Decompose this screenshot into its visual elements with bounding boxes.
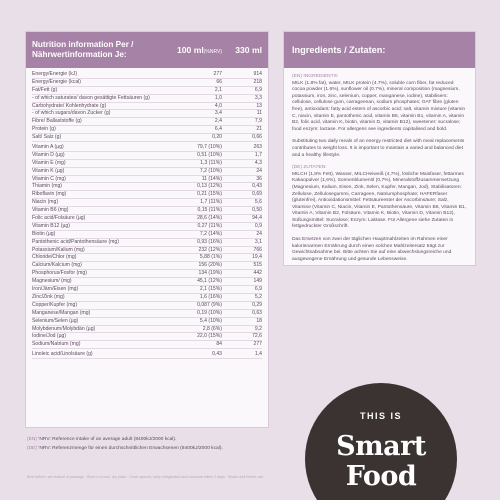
value-100ml: 1,6 (16%): [199, 293, 222, 300]
value-100ml: 5,88 (1%): [199, 254, 222, 261]
nutrient-label: - of which saturates/ davon gesättigte Fettsäuren (g): [32, 94, 150, 101]
ingredients-de-tag: (DE) ZUTATEN:: [292, 165, 327, 171]
nutrition-row: [32, 103, 262, 111]
nutrition-title-en: Nutrition information Per /: [32, 39, 134, 49]
nutrition-row: [32, 134, 262, 142]
ingredients-en-note: Substituting two daily meals of an energy restricted diet with meal replacements contributes to weight loss. It is important to maintain a varied and balanced diet and a healthy lifestyle.: [292, 139, 465, 158]
value-100ml: 28,6 (14%): [197, 215, 222, 222]
ingredients-header: Ingredients / Zutaten:: [284, 32, 475, 68]
nutrient-label: Salt/ Salz (g): [32, 134, 62, 141]
ingredients-body: [284, 68, 475, 275]
value-100ml: 2,4: [214, 118, 222, 125]
value-330ml: 0,69: [252, 191, 262, 198]
nutrition-row: [32, 183, 262, 191]
value-100ml: 0,43: [212, 351, 222, 358]
value-100ml: 5,4 (10%): [199, 317, 222, 324]
column-nrv-note: (%NRV): [203, 48, 222, 55]
nutrient-label: Molybdenum/Molybdän (µg): [32, 325, 96, 332]
nutrition-row: [32, 341, 262, 349]
value-100ml: 232 (12%): [198, 246, 222, 253]
value-100ml: 7,2 (14%): [199, 230, 222, 237]
nutrition-row: [32, 247, 262, 255]
nutrition-row: [32, 207, 262, 215]
nutrition-header: [26, 32, 268, 68]
badge-small-text: THIS IS: [359, 411, 402, 421]
nutrient-label: Potassium/Kalium (mg): [32, 246, 85, 253]
nutrition-row: [32, 326, 262, 334]
footnote-text: 'NRV: Reference intake of an average adult (8400kJ/2000 kcal).: [38, 437, 177, 442]
nutrition-row: [32, 87, 262, 95]
value-330ml: 13: [256, 102, 262, 109]
nutrition-table: [26, 68, 268, 359]
value-100ml: 2,1: [214, 86, 222, 93]
footnote-tag: (EN): [27, 437, 38, 442]
value-330ml: 0,43: [252, 183, 262, 190]
ingredients-de-text: MILCH (1,8% Fett), Wasser, MILCHeiweiß (4,7%), lösliche Maisfaser, fettarmes Kakaopulver (1,6%), Sonnenblumenöl (0,7%), Mineralstoffzusammensetzung (Magnesium, Kalium, Eisen, Zink, Selen, Kupfer, Mangan, Jod), Stabilisatoren: Zellulose, Zellulosegummi, Carrageen, Natriumphosphate; HAFERfaser (glutenfrei), Antioxidationsmittel: Fettsäureester der Ascorbinsäure; Salz, Vitamine (Vitamin C, Niacin, Vitamin E, Pantothensäure, Vitamin B6, Vitamin B1, Vitamin A, Vitamin B2, Folsäure, Vitamin K, Biotin, Vitamin D, Vitamin B12), Süßungsmittel: Sucralose; Enzym: Laktase. Für Allergene siehe Zutaten in fettgedruckter Großschrift.: [292, 171, 467, 230]
nutrient-label: Vitamin E (mg): [32, 159, 66, 166]
value-330ml: 72,6: [252, 333, 262, 340]
value-330ml: 5,6: [254, 199, 262, 206]
value-330ml: 24: [256, 167, 262, 174]
nutrient-label: Pantothenic acid/Pantothensäure (mg): [32, 238, 119, 245]
value-100ml: 2,1 (15%): [199, 286, 222, 293]
nutrient-label: Niacin (mg): [32, 199, 59, 206]
value-100ml: 22,0 (15%): [197, 333, 222, 340]
value-330ml: 94,4: [252, 215, 262, 222]
footnote-tag: (DE): [27, 445, 38, 451]
value-330ml: 0,66: [252, 134, 262, 141]
nutrient-label: Phosphorus/Fosfor (mg): [32, 270, 87, 277]
nutrition-row: [32, 215, 262, 223]
nutrition-row: [32, 223, 262, 231]
value-100ml: 84: [216, 341, 222, 348]
nutrition-row: [32, 71, 262, 79]
value-330ml: 3,3: [254, 94, 262, 101]
nutrition-panel: [25, 31, 269, 428]
nutrient-label: Fat/Fett (g): [32, 86, 58, 93]
value-330ml: 21: [256, 126, 262, 133]
nutrient-label: Vitamin K (µg): [32, 167, 65, 174]
smart-food-badge: [305, 383, 457, 500]
nutrition-row: [32, 254, 262, 262]
nutrient-label: Linoleic acid/Linolsäure (g): [32, 351, 93, 358]
value-100ml: 134 (19%): [198, 270, 222, 277]
nutrient-label: Zinc/Zink (mg): [32, 293, 65, 300]
value-330ml: 9,2: [254, 325, 262, 332]
nutrition-row: [32, 318, 262, 326]
value-100ml: 0,087 (9%): [197, 301, 222, 308]
value-100ml: 79,7 (10%): [197, 144, 222, 151]
column-330ml: 330 ml: [235, 44, 262, 55]
nutrition-row: [32, 118, 262, 126]
value-330ml: 263: [253, 144, 262, 151]
ingredients-de: [292, 165, 467, 231]
value-330ml: 0,63: [252, 309, 262, 316]
nutrient-label: Protein (g): [32, 126, 56, 133]
nutrient-label: Thiamin (mg): [32, 183, 63, 190]
value-100ml: 2,8 (6%): [202, 325, 222, 332]
value-330ml: 914: [253, 71, 262, 77]
value-330ml: 7,9: [254, 118, 262, 125]
value-100ml: 156 (20%): [198, 262, 222, 269]
nutrient-label: Vitamin B12 (µg): [32, 222, 70, 229]
nutrition-row: [32, 79, 262, 87]
storage-note: Best before: see bottom of package · Store in a cool, dry place · Once opened, keep refrigerated and consume within 2 days · Shake well before use: [27, 475, 264, 479]
nrv-footnotes: [27, 436, 223, 453]
nutrient-label: Chloride/Chlor (mg): [32, 254, 77, 261]
value-330ml: 1,4: [254, 351, 262, 358]
value-330ml: 442: [253, 270, 262, 277]
nutrition-row: [32, 231, 262, 239]
value-330ml: 18: [256, 317, 262, 324]
ingredients-en-text: MILK (1.8% fat), water, MILK protein (4.7%), soluble corn fiber, fat reduced cocoa powder (1.6%), sunflower oil (0.7%), mineral composition (magnesium, potassium, iron, zinc, selenium, copper, manganese, iodine), stabilisers: cellulose, cellulose gum, carrageenan, sodium phosphates; OAT fibre (gluten free), antioxidant: fatty acid esters of ascorbic acid; salt, vitamin mixture (vitamin C, niacin, vitamin E, pantothenic acid, vitamin B6, vitamin B1, vitamin A, vitamin B2, folic acid, vitamin K, biotin, vitamin D, vitamin B12), sweetener: sucralose; food enzym: lactase. For allergens see ingredients capitalised and bold.: [292, 80, 466, 132]
footnote-de: [27, 445, 223, 454]
nutrition-row: [32, 95, 262, 103]
badge-smart-text: Smart: [336, 431, 426, 462]
nutrition-row: [32, 333, 262, 341]
nutrition-row: [32, 152, 262, 160]
nutrient-label: Iron/Järn/Eisen (mg): [32, 286, 79, 293]
value-330ml: 149: [253, 278, 262, 285]
footnote-en: [27, 436, 223, 445]
nutrient-label: Biotin (µg): [32, 230, 56, 237]
ingredients-en-tag: (EN) INGREDIENTS:: [292, 74, 339, 79]
value-100ml: 0,20: [212, 134, 222, 141]
value-330ml: 6,9: [254, 86, 262, 93]
nutrition-row: [32, 310, 262, 318]
value-100ml: 11 (14%): [201, 175, 222, 182]
nutrient-label: Folic acid/Folsäure (µg): [32, 215, 86, 222]
nutrient-label: Copper/Kupfer (mg): [32, 301, 78, 308]
value-100ml: 277: [213, 71, 222, 77]
footnote-text: 'NRV: Referenzmenge für einen durchschnittlichen Erwachsenen (8400kJ/2000 kcal).: [38, 445, 223, 451]
value-330ml: 218: [253, 78, 262, 85]
value-100ml: 1,7 (11%): [200, 199, 222, 206]
value-100ml: 0,21 (15%): [197, 191, 222, 198]
nutrition-row: [32, 160, 262, 168]
nutrition-row: [32, 286, 262, 294]
value-100ml: 45,1 (12%): [197, 278, 222, 285]
nutrition-row: [32, 278, 262, 286]
value-330ml: 5,2: [254, 293, 262, 300]
nutrition-row: [32, 199, 262, 207]
nutrient-label: Energy/Energie (kJ): [32, 71, 78, 77]
value-330ml: 24: [256, 230, 262, 237]
ingredients-en: [292, 74, 467, 133]
nutrient-label: Vitamin A (µg): [32, 144, 64, 151]
nutrient-label: - of which sugars/davon Zucker (g): [32, 110, 111, 117]
nutrient-label: Calcium/Kalcium (mg): [32, 262, 82, 269]
value-330ml: 0,50: [252, 207, 262, 214]
value-330ml: 36: [256, 175, 262, 182]
nutrition-row: [32, 239, 262, 247]
value-330ml: 766: [253, 246, 262, 253]
nutrition-row: [32, 302, 262, 310]
nutrient-label: Vitamin B6 (mg): [32, 207, 69, 214]
value-330ml: 6,9: [254, 286, 262, 293]
value-100ml: 1,0: [214, 94, 222, 101]
nutrient-label: Iodine/Jod (µg): [32, 333, 67, 340]
nutrition-row: [32, 191, 262, 199]
nutrition-row: [32, 168, 262, 176]
nutrition-row: [32, 270, 262, 278]
value-330ml: 11: [256, 110, 262, 117]
nutrition-row: [32, 262, 262, 270]
nutrition-title: [32, 40, 166, 61]
value-330ml: 0,29: [252, 301, 262, 308]
nutrition-row: [32, 351, 262, 359]
nutrient-label: Vitamin C (mg): [32, 175, 66, 182]
badge-food-text: Food: [345, 461, 417, 492]
value-100ml: 1,3 (11%): [200, 159, 222, 166]
value-100ml: 4,0: [214, 102, 222, 109]
value-330ml: 1,7: [254, 151, 262, 158]
nutrient-label: Magnesium/ (mg): [32, 278, 72, 285]
nutrition-row: [32, 294, 262, 302]
value-100ml: 66: [216, 78, 222, 85]
nutrient-label: Selenium/Selen (µg): [32, 317, 79, 324]
value-100ml: 0,15 (11%): [197, 207, 222, 214]
value-330ml: 515: [253, 262, 262, 269]
value-330ml: 19,4: [252, 254, 262, 261]
nutrient-label: Fibre/ Ballaststoffe (g): [32, 118, 82, 125]
value-330ml: 0,9: [254, 222, 262, 229]
value-330ml: 277: [253, 341, 262, 348]
value-100ml: 3,4: [214, 110, 222, 117]
value-330ml: 3,1: [254, 238, 262, 245]
column-100ml: [166, 45, 222, 56]
value-100ml: 0,13 (12%): [197, 183, 222, 190]
ingredients-de-note: Das Ersetzen von zwei der täglichen Hauptmahlzeiten im Rahmen einer kalorienarmen Ernährung durch einen solchen Mahlzeitersatz trägt zur Gewichtsabnahme bei. Bitte achten Sie auf eine abwechslungsreiche und ausgewogene Ernährung und gesunde Lebensweise.: [292, 237, 452, 262]
nutrition-row: [32, 110, 262, 118]
nutrition-title-de: Nährwertinformation Je:: [32, 50, 127, 59]
nutrient-label: Carbohydrate/ Kohlenhydrate (g): [32, 102, 107, 109]
ingredients-panel: [283, 31, 476, 266]
value-100ml: 0,27 (11%): [197, 222, 222, 229]
nutrition-row: [32, 176, 262, 184]
nutrient-label: Sodium/Natrium (mg): [32, 341, 81, 348]
nutrient-label: Vitamin D (µg): [32, 151, 65, 158]
value-100ml: 0,51 (10%): [197, 151, 222, 158]
nutrition-row: [32, 126, 262, 134]
nutrition-row: [32, 144, 262, 152]
nutrient-label: Riboflavin (mg): [32, 191, 67, 198]
nutrient-label: Manganese/Mangan (mg): [32, 309, 91, 316]
value-100ml: 0,19 (10%): [197, 309, 222, 316]
value-330ml: 4,3: [254, 159, 262, 166]
value-100ml: 7,2 (10%): [199, 167, 222, 174]
nutrient-label: Energy/Energie (kcal): [32, 78, 81, 85]
column-100ml-label: 100 ml: [176, 44, 204, 55]
value-100ml: 0,93 (16%): [197, 238, 222, 245]
value-100ml: 6,4: [214, 126, 222, 133]
